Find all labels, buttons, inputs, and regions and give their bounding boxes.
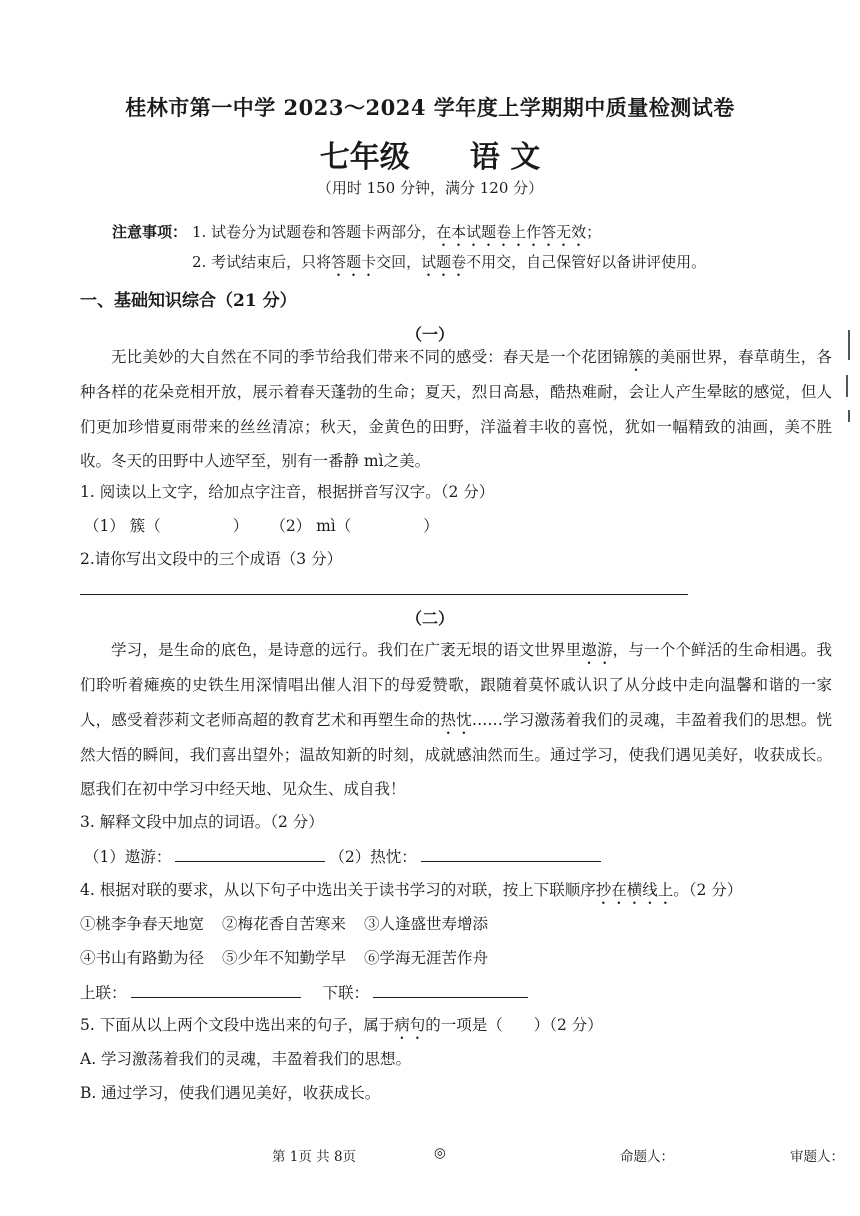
exam-title: 桂林市第一中学 2023～2024 学年度上学期期中质量检测试卷 [125,95,735,120]
part-heading-2: （二） [405,609,454,628]
options-row-2 [80,946,488,968]
option: ⑤少年不知勤学早 [222,949,347,967]
question-1-answers: （1） 簇（ ） （2） mì（ ） [84,517,439,535]
answer-line[interactable] [80,594,688,595]
question-3-answers: （1）遨游： （2）热忱： [84,845,605,867]
passage-1: 无比美妙的大自然在不同的季节给我们带来不同的感受：春天是一个花团锦簇的美丽世界，春草萌生，各种各样的花朵竞相开放，展示着春天蓬勃的生命；夏天，烈日高悬，酷热难耐，会让人产生晕眩的感觉，但人们更加珍惜夏雨带来的丝丝清凉；秋天，金黄色的田野，洋溢着丰收的喜悦，犹如一幅精致的油画，美不胜收。冬天的田野中人迹罕至，别有一番静 mì之美。 [80,348,832,470]
subject-heading [0,132,860,176]
exam-duration: （用时 150 分钟，满分 120 分） [316,179,544,197]
option: ④书山有路勤为径 [80,949,205,967]
lower-couplet-blank[interactable] [373,983,528,998]
answer-blank[interactable] [175,847,325,862]
options-row-1 [80,912,488,934]
footer-symbol: ◎ [434,1145,446,1161]
emphasis: 病句 [394,1016,426,1034]
author-label: 命题人： [620,1149,674,1165]
notice-emphasis: 试题卷 [421,253,467,271]
dotted-word: 热忱 [440,710,472,729]
option: ①桃李争春天地宽 [80,915,205,933]
notice-item-2: 2. 考试结束后，只将答题卡交回，试题卷不用交，自己保管好以备讲评使用。 [192,253,707,271]
upper-couplet-blank[interactable] [131,983,301,998]
notice-emphasis: 在本试题卷上作答无效 [436,223,587,241]
part-heading-1: （一） [405,325,454,344]
question-3: 3. 解释文段中加点的词语。（2 分） [80,813,324,831]
answer-blank[interactable] [421,847,601,862]
couplet-answers: 上联： 下联： [80,981,532,1003]
question-1: 1. 阅读以上文字，给加点字注音，根据拼音写汉字。（2 分） [80,483,495,501]
notice-item-1: 1. 试卷分为试题卷和答题卡两部分，在本试题卷上作答无效； [192,223,602,241]
option: ③人逢盛世寿增添 [364,915,489,933]
emphasis: 抄在横线上 [595,881,674,899]
option-b: B. 通过学习，使我们遇见美好，收获成长。 [80,1084,381,1102]
scan-edge-mark [846,375,848,397]
subject-label: 语 文 [469,140,541,175]
scan-edge-mark [848,410,850,422]
notice-label: 注意事项： [112,223,188,241]
section-title: 一、基础知识综合（21 分） [80,291,297,311]
dotted-word: 遨游 [581,641,613,659]
dotted-char: 簇 [628,348,645,366]
option: ⑥学海无涯苦作舟 [364,949,489,967]
option: ②梅花香自苦寒来 [222,915,347,933]
grade-label: 七年级 [319,140,410,175]
reviewer-label: 审题人： [790,1149,844,1165]
question-2: 2.请你写出文段中的三个成语（3 分） [80,550,343,568]
passage-2: 学习，是生命的底色，是诗意的远行。我们在广袤无垠的语文世界里遨游，与一个个鲜活的生命相遇。我们聆听着瘫痪的史铁生用深情唱出催人泪下的母爱赞歌，跟随着莫怀戚认识了从分歧中走向温馨和谐的一家人，感受着莎莉文老师高超的教育艺术和再塑生命的热忱……学习激荡着我们的灵魂，丰盈着我们的思想。恍然大悟的瞬间，我们喜出望外；温故知新的时刻，成就感油然而生。通过学习，使我们遇见美好，收获成长。愿我们在初中学习中经天地、见众生、成自我！ [80,641,832,798]
notice-emphasis: 答题卡 [331,253,377,271]
question-4: 4. 根据对联的要求，从以下句子中选出关于读书学习的对联，按上下联顺序抄在横线上。（2 分） [80,881,743,899]
page-number: 第 1页 共 8页 [272,1149,357,1165]
option-a: A. 学习激荡着我们的灵魂，丰盈着我们的思想。 [80,1050,412,1068]
scan-edge-mark [848,330,850,360]
question-5: 5. 下面从以上两个文段中选出来的句子，属于病句的一项是（ ）（2 分） [80,1016,603,1034]
